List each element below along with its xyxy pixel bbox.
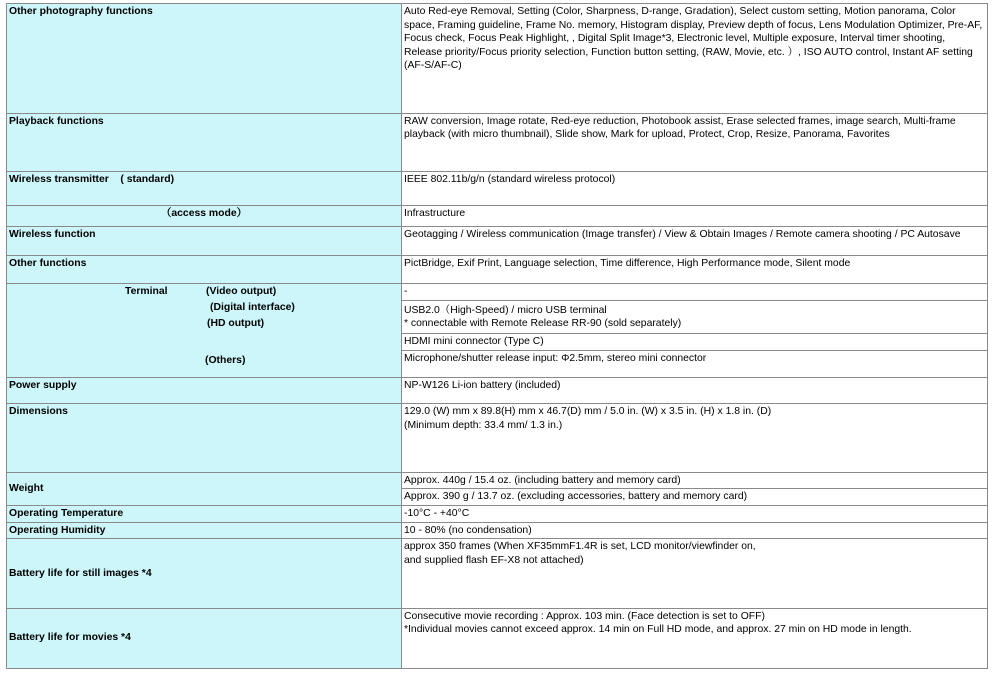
terminal-others-label: (Others)	[205, 355, 246, 367]
terminal-hd-label: (HD output)	[207, 318, 265, 330]
wireless-transmitter-label: Wireless transmitter ( standard)	[9, 173, 175, 185]
row-label-operating-humidity: Operating Humidity	[7, 522, 402, 539]
row-value-battery-movies	[402, 608, 988, 668]
battery-still-line-2: and supplied flash EF-X8 not attached)	[404, 554, 584, 566]
table-row	[7, 284, 988, 301]
battery-still-line-1: approx 350 frames (When XF35mmF1.4R is set, LCD monitor/viewfinder on,	[404, 541, 756, 553]
table-row	[7, 472, 988, 489]
row-label-power-supply: Power supply	[7, 378, 402, 404]
table-row	[7, 404, 988, 472]
row-value-terminal-digital	[402, 301, 988, 334]
row-value-playback: RAW conversion, Image rotate, Red-eye reduction, Photobook assist, Erase selected frames, image search, Multi-frame playback (with micro thumbnail), Slide show, Mark for upload, Protect, Crop, Resize, Panorama, Favorites	[402, 113, 988, 171]
table-row	[7, 227, 988, 256]
row-value-battery-still	[402, 539, 988, 608]
row-value-dimensions	[402, 404, 988, 472]
table-row	[7, 505, 988, 522]
row-label-battery-still: Battery life for still images *4	[7, 539, 402, 608]
table-row	[7, 113, 988, 171]
row-value-wireless-function: Geotagging / Wireless communication (Image transfer) / View & Obtain Images / Remote camera shooting / PC Autosave	[402, 227, 988, 256]
table-row	[7, 256, 988, 284]
table-row	[7, 171, 988, 205]
row-label-other-functions: Other functions	[7, 256, 402, 284]
row-value-operating-temperature: -10°C - +40°C	[402, 505, 988, 522]
row-label-playback: Playback functions	[7, 113, 402, 171]
terminal-video-label: (Video output)	[206, 286, 277, 298]
terminal-digital-line-2: * connectable with Remote Release RR-90 (sold separately)	[404, 318, 682, 330]
row-value-other-functions: PictBridge, Exif Print, Language selection, Time difference, High Performance mode, Silent mode	[402, 256, 988, 284]
row-label-access-mode: （access mode）	[7, 206, 402, 227]
table-row	[7, 522, 988, 539]
row-value-weight-2: Approx. 390 g / 13.7 oz. (excluding accessories, battery and memory card)	[402, 489, 988, 506]
row-label-other-photography: Other photography functions	[7, 4, 402, 114]
row-label-wireless-transmitter	[7, 171, 402, 205]
dimensions-line-2: (Minimum depth: 33.4 mm/ 1.3 in.)	[404, 419, 563, 431]
table-row	[7, 4, 988, 114]
spec-table	[6, 3, 988, 669]
row-label-dimensions: Dimensions	[7, 404, 402, 472]
terminal-digital-label: (Digital interface)	[210, 302, 295, 314]
row-value-terminal-others: Microphone/shutter release input: Φ2.5mm, stereo mini connector	[402, 350, 988, 377]
row-value-access-mode: Infrastructure	[402, 206, 988, 227]
row-value-terminal-video: -	[402, 284, 988, 301]
table-row	[7, 608, 988, 668]
table-row	[7, 206, 988, 227]
row-value-other-photography: Auto Red-eye Removal, Setting (Color, Sharpness, D-range, Gradation), Select custom setting, Motion panorama, Color space, Framing guideline, Frame No. memory, Histogram display, Preview depth of focus, Lens Modulation Optimizer, Pre-AF, Focus check, Focus Peak Highlight, , Digital Split Image*3, Electronic level, Multiple exposure, Interval timer shooting, Release priority/Focus priority selection, Function button setting, (RAW, Movie, etc. ）, ISO AUTO control, Instant AF setting (AF-S/AF-C)	[402, 4, 988, 114]
battery-movies-line-2: *Individual movies cannot exceed approx. 14 min on Full HD mode, and approx. 27 min on HD mode in length.	[404, 624, 912, 636]
dimensions-line-1: 129.0 (W) mm x 89.8(H) mm x 46.7(D) mm / 5.0 in. (W) x 3.5 in. (H) x 1.8 in. (D)	[404, 406, 772, 418]
terminal-label: Terminal	[125, 286, 168, 298]
row-label-wireless-function: Wireless function	[7, 227, 402, 256]
row-value-operating-humidity: 10 - 80% (no condensation)	[402, 522, 988, 539]
row-value-terminal-hd: HDMI mini connector (Type C)	[402, 334, 988, 351]
row-value-power-supply: NP-W126 Li-ion battery (included)	[402, 378, 988, 404]
row-label-battery-movies: Battery life for movies *4	[7, 608, 402, 668]
battery-movies-line-1: Consecutive movie recording : Approx. 103 min. (Face detection is set to OFF)	[404, 610, 765, 622]
row-value-weight-1: Approx. 440g / 15.4 oz. (including battery and memory card)	[402, 472, 988, 489]
table-row	[7, 378, 988, 404]
table-row	[7, 539, 988, 608]
row-label-weight: Weight	[7, 472, 402, 505]
row-value-wireless-transmitter: IEEE 802.11b/g/n (standard wireless protocol)	[402, 171, 988, 205]
terminal-digital-line-1: USB2.0（High-Speed) / micro USB terminal	[404, 304, 607, 316]
row-label-terminal	[7, 284, 402, 378]
row-label-operating-temperature: Operating Temperature	[7, 505, 402, 522]
